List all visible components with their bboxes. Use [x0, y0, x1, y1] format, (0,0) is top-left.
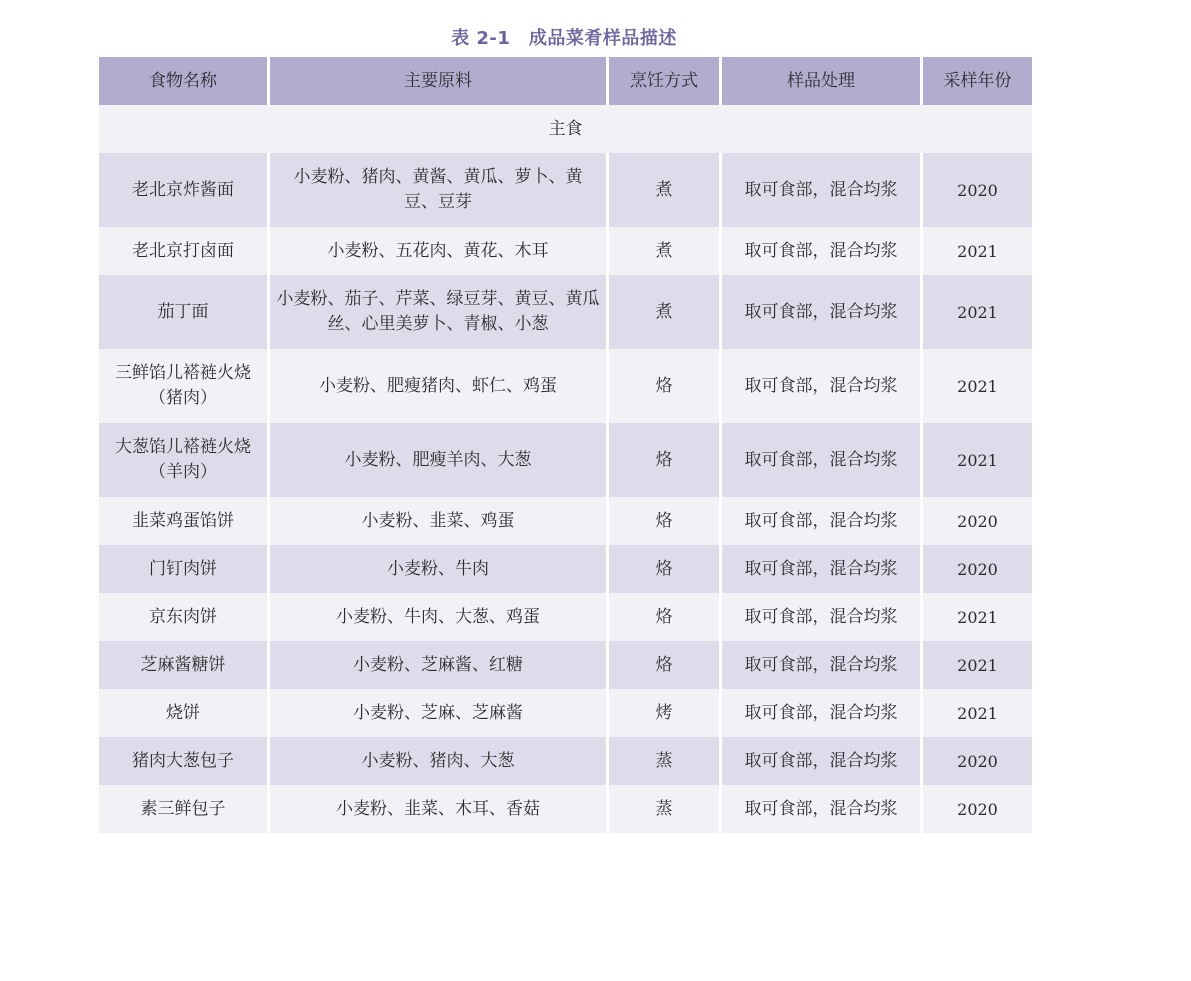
method-cell: 烙 [608, 497, 721, 545]
ingredients-cell: 小麦粉、五花肉、黄花、木耳 [269, 227, 608, 275]
header-sampling-year: 采样年份 [922, 57, 1034, 105]
method-cell: 烙 [608, 545, 721, 593]
food-name-cell: 老北京打卤面 [98, 227, 269, 275]
header-food-name: 食物名称 [98, 57, 269, 105]
processing-cell: 取可食部，混合均浆 [721, 545, 922, 593]
ingredients-cell: 小麦粉、茄子、芹菜、绿豆芽、黄豆、黄瓜丝、心里美萝卜、青椒、小葱 [269, 275, 608, 349]
processing-cell: 取可食部，混合均浆 [721, 423, 922, 497]
processing-cell: 取可食部，混合均浆 [721, 785, 922, 833]
year-cell: 2020 [922, 545, 1034, 593]
method-cell: 蒸 [608, 785, 721, 833]
table-row [98, 737, 1034, 785]
header-cooking-method: 烹饪方式 [608, 57, 721, 105]
food-name-cell: 老北京炸酱面 [98, 153, 269, 227]
method-cell: 煮 [608, 153, 721, 227]
table-row [98, 349, 1034, 423]
year-cell: 2020 [922, 785, 1034, 833]
processing-cell: 取可食部，混合均浆 [721, 349, 922, 423]
ingredients-cell: 小麦粉、韭菜、鸡蛋 [269, 497, 608, 545]
ingredients-cell: 小麦粉、牛肉、大葱、鸡蛋 [269, 593, 608, 641]
section-row [98, 105, 1034, 153]
ingredients-cell: 小麦粉、肥瘦羊肉、大葱 [269, 423, 608, 497]
food-name-cell: 韭菜鸡蛋馅饼 [98, 497, 269, 545]
ingredients-cell: 小麦粉、韭菜、木耳、香菇 [269, 785, 608, 833]
header-ingredients: 主要原料 [269, 57, 608, 105]
method-cell: 煮 [608, 275, 721, 349]
food-name-cell: 茄丁面 [98, 275, 269, 349]
table-row [98, 641, 1034, 689]
method-cell: 烙 [608, 423, 721, 497]
ingredients-cell: 小麦粉、肥瘦猪肉、虾仁、鸡蛋 [269, 349, 608, 423]
table-row [98, 227, 1034, 275]
year-cell: 2021 [922, 227, 1034, 275]
processing-cell: 取可食部，混合均浆 [721, 689, 922, 737]
table-row [98, 689, 1034, 737]
method-cell: 烙 [608, 593, 721, 641]
method-cell: 烙 [608, 641, 721, 689]
year-cell: 2021 [922, 275, 1034, 349]
food-name-cell: 素三鲜包子 [98, 785, 269, 833]
table-row [98, 785, 1034, 833]
ingredients-cell: 小麦粉、猪肉、大葱 [269, 737, 608, 785]
processing-cell: 取可食部，混合均浆 [721, 153, 922, 227]
year-cell: 2020 [922, 497, 1034, 545]
food-name-cell: 烧饼 [98, 689, 269, 737]
table-row [98, 545, 1034, 593]
year-cell: 2021 [922, 593, 1034, 641]
year-cell: 2021 [922, 349, 1034, 423]
food-name-cell: 京东肉饼 [98, 593, 269, 641]
processing-cell: 取可食部，混合均浆 [721, 227, 922, 275]
food-name-cell: 猪肉大葱包子 [98, 737, 269, 785]
table-row [98, 593, 1034, 641]
ingredients-cell: 小麦粉、芝麻、芝麻酱 [269, 689, 608, 737]
header-sample-processing: 样品处理 [721, 57, 922, 105]
ingredients-cell: 小麦粉、猪肉、黄酱、黄瓜、萝卜、黄豆、豆芽 [269, 153, 608, 227]
table-row [98, 497, 1034, 545]
food-name-cell: 芝麻酱糖饼 [98, 641, 269, 689]
table-row [98, 153, 1034, 227]
ingredients-cell: 小麦粉、牛肉 [269, 545, 608, 593]
table-caption: 表 2-1 成品菜肴样品描述 [451, 28, 677, 49]
processing-cell: 取可食部，混合均浆 [721, 497, 922, 545]
table-row [98, 423, 1034, 497]
ingredients-cell: 小麦粉、芝麻酱、红糖 [269, 641, 608, 689]
year-cell: 2021 [922, 689, 1034, 737]
processing-cell: 取可食部，混合均浆 [721, 275, 922, 349]
section-label: 主食 [98, 105, 1034, 153]
method-cell: 烤 [608, 689, 721, 737]
header-row [98, 57, 1034, 105]
food-name-cell: 门钉肉饼 [98, 545, 269, 593]
food-name-cell: 大葱馅儿褡裢火烧（羊肉） [98, 423, 269, 497]
processing-cell: 取可食部，混合均浆 [721, 737, 922, 785]
method-cell: 烙 [608, 349, 721, 423]
processing-cell: 取可食部，混合均浆 [721, 593, 922, 641]
year-cell: 2021 [922, 423, 1034, 497]
table-row [98, 275, 1034, 349]
year-cell: 2020 [922, 153, 1034, 227]
year-cell: 2021 [922, 641, 1034, 689]
food-name-cell: 三鲜馅儿褡裢火烧（猪肉） [98, 349, 269, 423]
method-cell: 煮 [608, 227, 721, 275]
processing-cell: 取可食部，混合均浆 [721, 641, 922, 689]
year-cell: 2020 [922, 737, 1034, 785]
sample-description-table [96, 57, 1035, 833]
method-cell: 蒸 [608, 737, 721, 785]
